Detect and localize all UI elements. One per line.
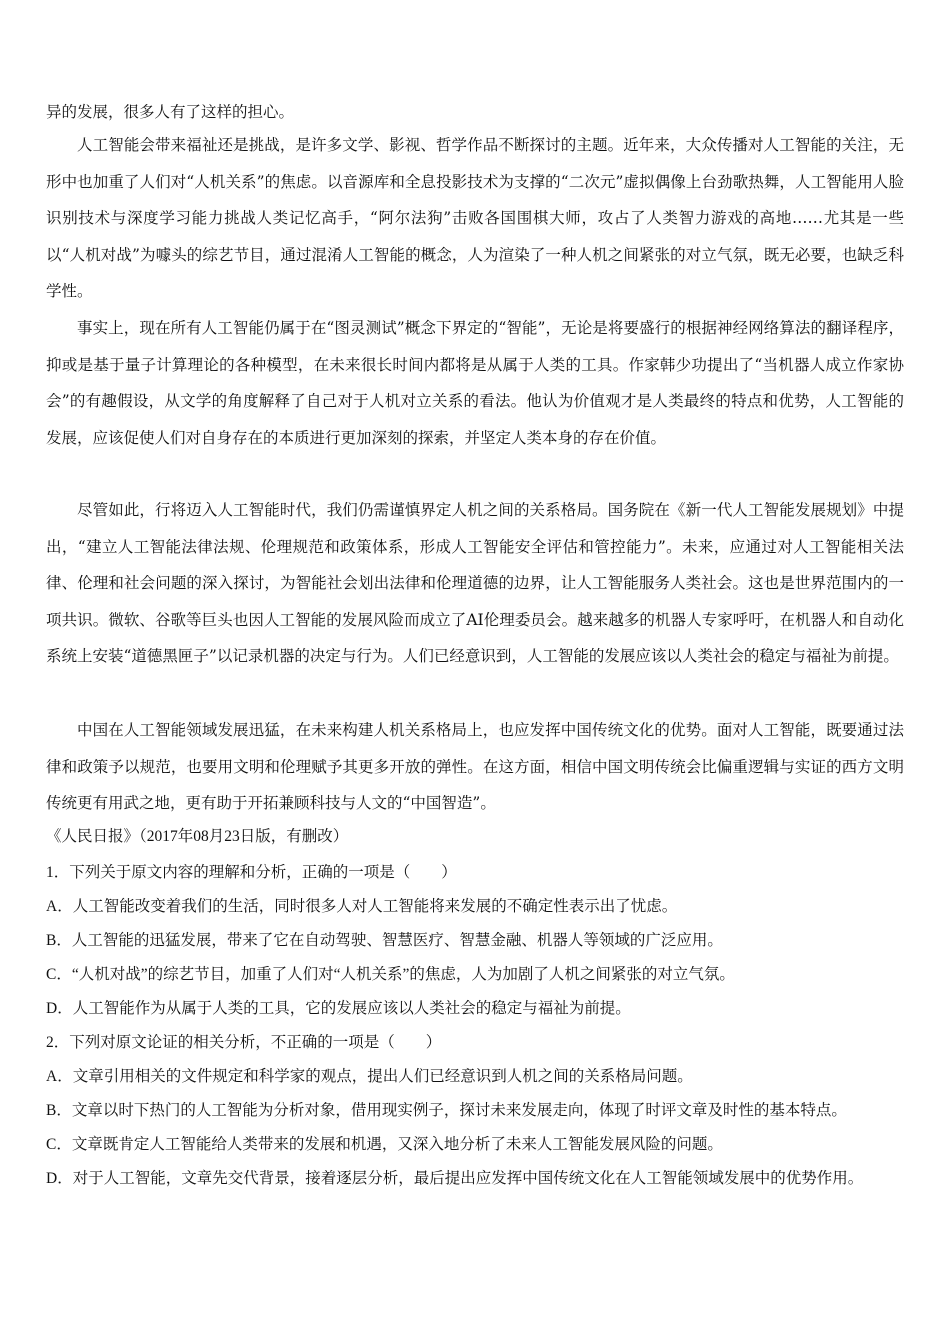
question-2-option-c: C．文章既肯定人工智能给人类带来的发展和机遇，又深入地分析了未来人工智能发展风险的问题。 — [46, 1136, 723, 1153]
question-1-option-d: D．人工智能作为从属于人类的工具，它的发展应该以人类社会的稳定与福祉为前提。 — [46, 1000, 631, 1017]
passage-paragraph-0: 异的发展，很多人有了这样的担心。 — [46, 103, 295, 121]
passage-paragraph-2: 事实上，现在所有人工智能仍属于在“图灵测试”概念下界定的“智能”，无论是将要盛行的根据神经网络算法的翻译程序，抑或是基于量子计算理论的各种模型，在未来很长时间内都将是从属于人类的工具。作家韩少功提出了“当机器人成立作家协会”的有趣假设，从文学的角度解释了自己对于人机对立关系的看法。他认为价值观才是人类最终的特点和优势，人工智能的发展，应该促使人们对自身存在的本质进行更加深刻的探索，并坚定人类本身的存在价值。 — [46, 319, 904, 447]
passage-paragraph-3: 尽管如此，行将迈入人工智能时代，我们仍需谨慎界定人机之间的关系格局。国务院在《新一代人工智能发展规划》中提出，“建立人工智能法律法规、伦理规范和政策体系，形成人工智能安全评估和管控能力”。未来，应通过对人工智能相关法律、伦理和社会问题的深入探讨，为智能社会划出法律和伦理道德的边界，让人工智能服务人类社会。这也是世界范围内的一项共识。微软、谷歌等巨头也因人工智能的发展风险而成立了AI伦理委员会。越来越多的机器人专家呼吁，在机器人和自动化系统上安装“道德黑匣子”以记录机器的决定与行为。人们已经意识到，人工智能的发展应该以人类社会的稳定与福祉为前提。 — [46, 501, 904, 665]
question-1-option-a: A．人工智能改变着我们的生活，同时很多人对人工智能将来发展的不确定性表示出了忧虑。 — [46, 898, 678, 915]
question-1-stem: 1．下列关于原文内容的理解和分析，正确的一项是（ ） — [46, 864, 457, 881]
question-1-option-c: C．“人机对战”的综艺节目，加重了人们对“人机关系”的焦虑，人为加剧了人机之间紧张的对立气氛。 — [46, 966, 735, 983]
question-2-option-a: A．文章引用相关的文件规定和科学家的观点，提出人们已经意识到人机之间的关系格局问题。 — [46, 1068, 693, 1085]
question-2-option-b: B．文章以时下热门的人工智能为分析对象，借用现实例子，探讨未来发展走向，体现了时评文章及时性的基本特点。 — [46, 1102, 847, 1119]
question-1-option-b: B．人工智能的迅猛发展，带来了它在自动驾驶、智慧医疗、智慧金融、机器人等领域的广泛应用。 — [46, 932, 723, 949]
passage-paragraph-4: 中国在人工智能领域发展迅猛，在未来构建人机关系格局上，也应发挥中国传统文化的优势。面对人工智能，既要通过法律和政策予以规范，也要用文明和伦理赋予其更多开放的弹性。在这方面，相信中国文明传统会比偏重逻辑与实证的西方文明传统更有用武之地，更有助于开拓兼顾科技与人文的“中国智造”。 — [46, 721, 904, 812]
question-2-option-d: D．对于人工智能，文章先交代背景，接着逐层分析，最后提出应发挥中国传统文化在人工智能领域发展中的优势作用。 — [46, 1170, 864, 1187]
question-2-stem: 2．下列对原文论证的相关分析，不正确的一项是（ ） — [46, 1034, 442, 1051]
passage-paragraph-1: 人工智能会带来福祉还是挑战，是许多文学、影视、哲学作品不断探讨的主题。近年来，大众传播对人工智能的关注，无形中也加重了人们对“人机关系”的焦虑。以音源库和全息投影技术为支撑的“二次元”虚拟偶像上台劲歌热舞，人工智能用人脸识别技术与深度学习能力挑战人类记忆高手，“阿尔法狗”击败各国围棋大师，攻占了人类智力游戏的高地……尤其是一些以“人机对战”为噱头的综艺节目，通过混淆人工智能的概念，人为渲染了一种人机之间紧张的对立气氛，既无必要，也缺乏科学性。 — [46, 136, 904, 300]
source-citation: 《人民日报》（2017年08月23日版，有删改） — [46, 828, 349, 845]
